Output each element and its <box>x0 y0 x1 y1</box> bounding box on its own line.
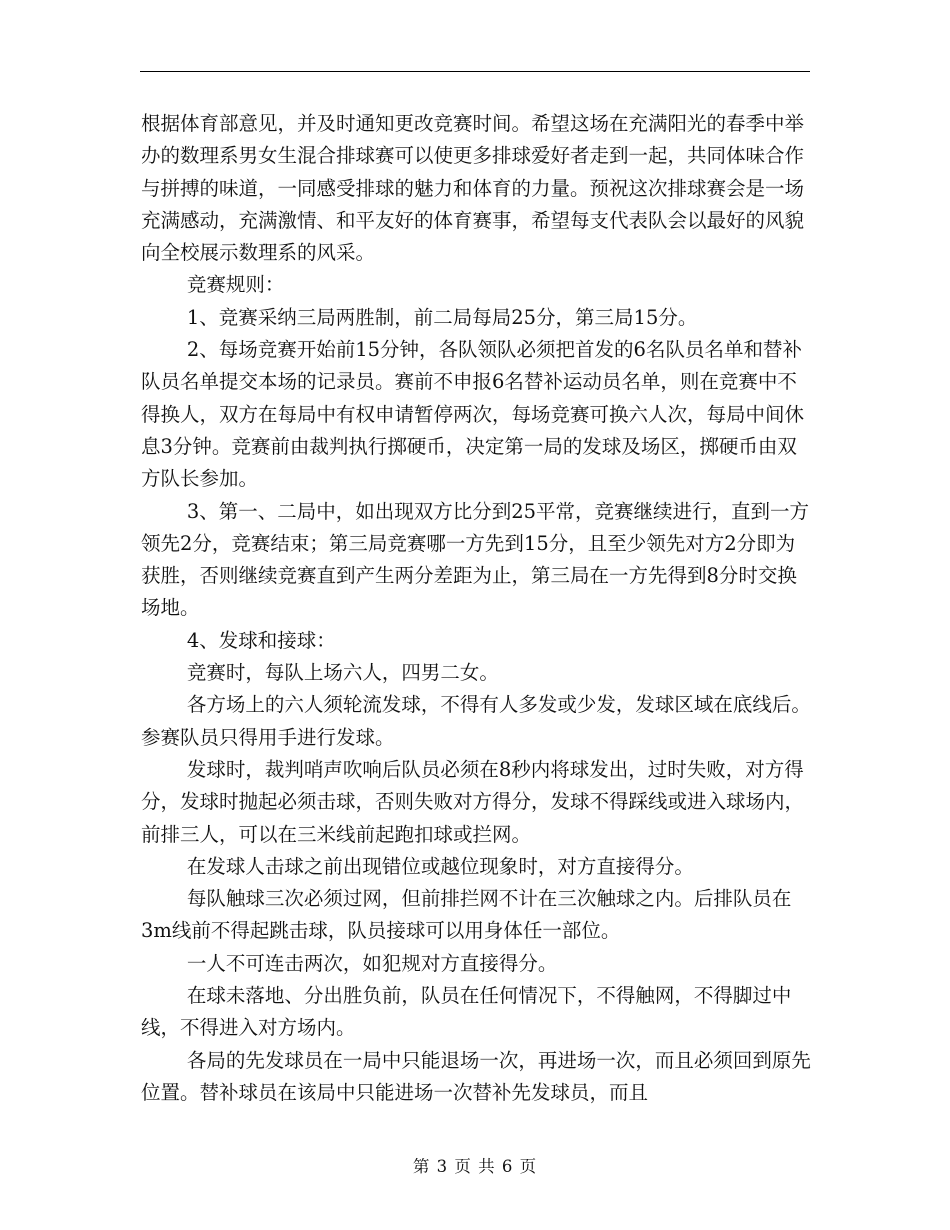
paragraph-three-touches: 每队触球三次必须过网，但前排拦网不计在三次触球之内。后排队员在3m线前不得起跳击球，队员接球可以用身体任一部位。 <box>141 887 792 943</box>
paragraph-rule-3: 3、第一、二局中，如出现双方比分到25平常，竞赛继续进行，直到一方领先2分，竞赛结束；第三局竞赛哪一方先到15分，且至少领先对方2分即为获胜，否则继续竞赛直到产生两分差距为止，第三局在一方先得到8分时交换场地。 <box>141 499 810 620</box>
paragraph-double-hit: 一人不可连击两次，如犯规对方直接得分。 <box>186 951 558 975</box>
paragraph-players: 竞赛时，每队上场六人，四男二女。 <box>186 661 499 685</box>
paragraph-rule-2: 2、每场竞赛开始前15分钟，各队领队必须把首发的6名队员名单和替补队员名单提交本场的记录员。赛前不申报6名替补运动员名单，则在竞赛中不得换人，双方在每局中有权申请暂停两次，每场竞赛可换六人次，每局中间休息3分钟。竞赛前由裁判执行掷硬币，决定第一局的发球及场区，掷硬币由双方队长参加。 <box>141 338 805 491</box>
paragraph-net-fault: 在球未落地、分出胜负前，队员在任何情况下，不得触网，不得脚过中线，不得进入对方场内。 <box>141 984 792 1040</box>
paragraph-rules-heading: 竞赛规则： <box>186 273 285 297</box>
page-number-footer: 第 3 页 共 6 页 <box>412 1157 538 1176</box>
paragraph-substitution: 各局的先发球员在一局中只能退场一次，再进场一次，而且必须回到原先位置。替补球员在该局中只能进场一次替补先发球员，而且 <box>141 1048 811 1104</box>
document-body <box>141 108 811 1109</box>
paragraph-serve-timing: 发球时，裁判哨声吹响后队员必须在8秒内将球发出，过时失败，对方得分，发球时抛起必须击球，否则失败对方得分，发球不得踩线或进入球场内，前排三人，可以在三米线前起跑扣球或拦网。 <box>141 757 805 846</box>
paragraph-serve-rotation: 各方场上的六人须轮流发球，不得有人多发或少发，发球区域在底线后。参赛队员只得用手进行发球。 <box>141 693 811 749</box>
paragraph-rule-1: 1、竞赛采纳三局两胜制，前二局每局25分，第三局15分。 <box>186 305 698 329</box>
paragraph-intro: 根据体育部意见，并及时通知更改竞赛时间。希望这场在充满阳光的春季中举办的数理系男女生混合排球赛可以使更多排球爱好者走到一起，共同体味合作与拼搏的味道，一同感受排球的魅力和体育的力量。预祝这次排球赛会是一场充满感动，充满激情、和平友好的体育赛事，希望每支代表队会以最好的风貌向全校展示数理系的风采。 <box>141 112 805 265</box>
paragraph-position-fault: 在发球人击球之前出现错位或越位现象时，对方直接得分。 <box>186 854 694 878</box>
paragraph-rule-4: 4、发球和接球： <box>186 628 336 652</box>
header-rule <box>140 71 810 72</box>
